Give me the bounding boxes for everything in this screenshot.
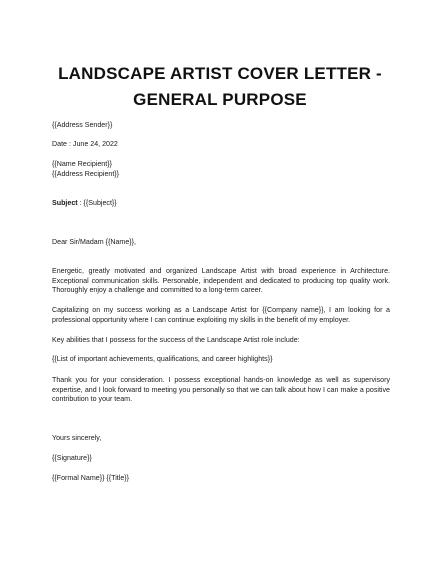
- subject-label: Subject: [52, 199, 78, 207]
- document-title-line-2: GENERAL PURPOSE: [133, 90, 307, 109]
- recipient-address: {{Address Recipient}}: [52, 170, 120, 178]
- formal-name: {{Formal Name}} {{Title}}: [52, 474, 130, 482]
- recipient-name: {{Name Recipient}}: [52, 160, 112, 168]
- paragraph-achievements: {{List of important achievements, qualifications, and career highlights}}: [52, 355, 273, 363]
- subject-value: : {{Subject}}: [77, 199, 117, 207]
- signature: {{Signature}}: [52, 454, 92, 462]
- document-title-line-1: LANDSCAPE ARTIST COVER LETTER -: [58, 64, 382, 83]
- address-sender: {{Address Sender}}: [52, 121, 113, 129]
- closing: Yours sincerely,: [52, 434, 102, 442]
- paragraph-thanks: Thank you for your consideration. I possess exceptional hands-on knowledge as well as supervisory expertise, and I look forward to meeting you personally so that we can talk about how I can make a positive contribution to your team.: [52, 376, 390, 404]
- paragraph-intro: Energetic, greatly motivated and organized Landscape Artist with broad experience in Architecture. Exceptional communication skills. Personable, independent and dedicated to producing top quality work. Thoroughly enjoy a challenge and committed to a long-term career.: [52, 267, 390, 295]
- salutation: Dear Sir/Madam {{Name}},: [52, 238, 136, 246]
- subject-line: [52, 199, 390, 209]
- paragraph-key-abilities: Key abilities that I possess for the success of the Landscape Artist role include:: [52, 336, 300, 344]
- paragraph-opportunity: Capitalizing on my success working as a Landscape Artist for {{Company name}}, I am looking for a professional opportunity where I can continue exploiting my skills in the benefit of my employer.: [52, 306, 390, 324]
- letter-date: Date : June 24, 2022: [52, 140, 118, 148]
